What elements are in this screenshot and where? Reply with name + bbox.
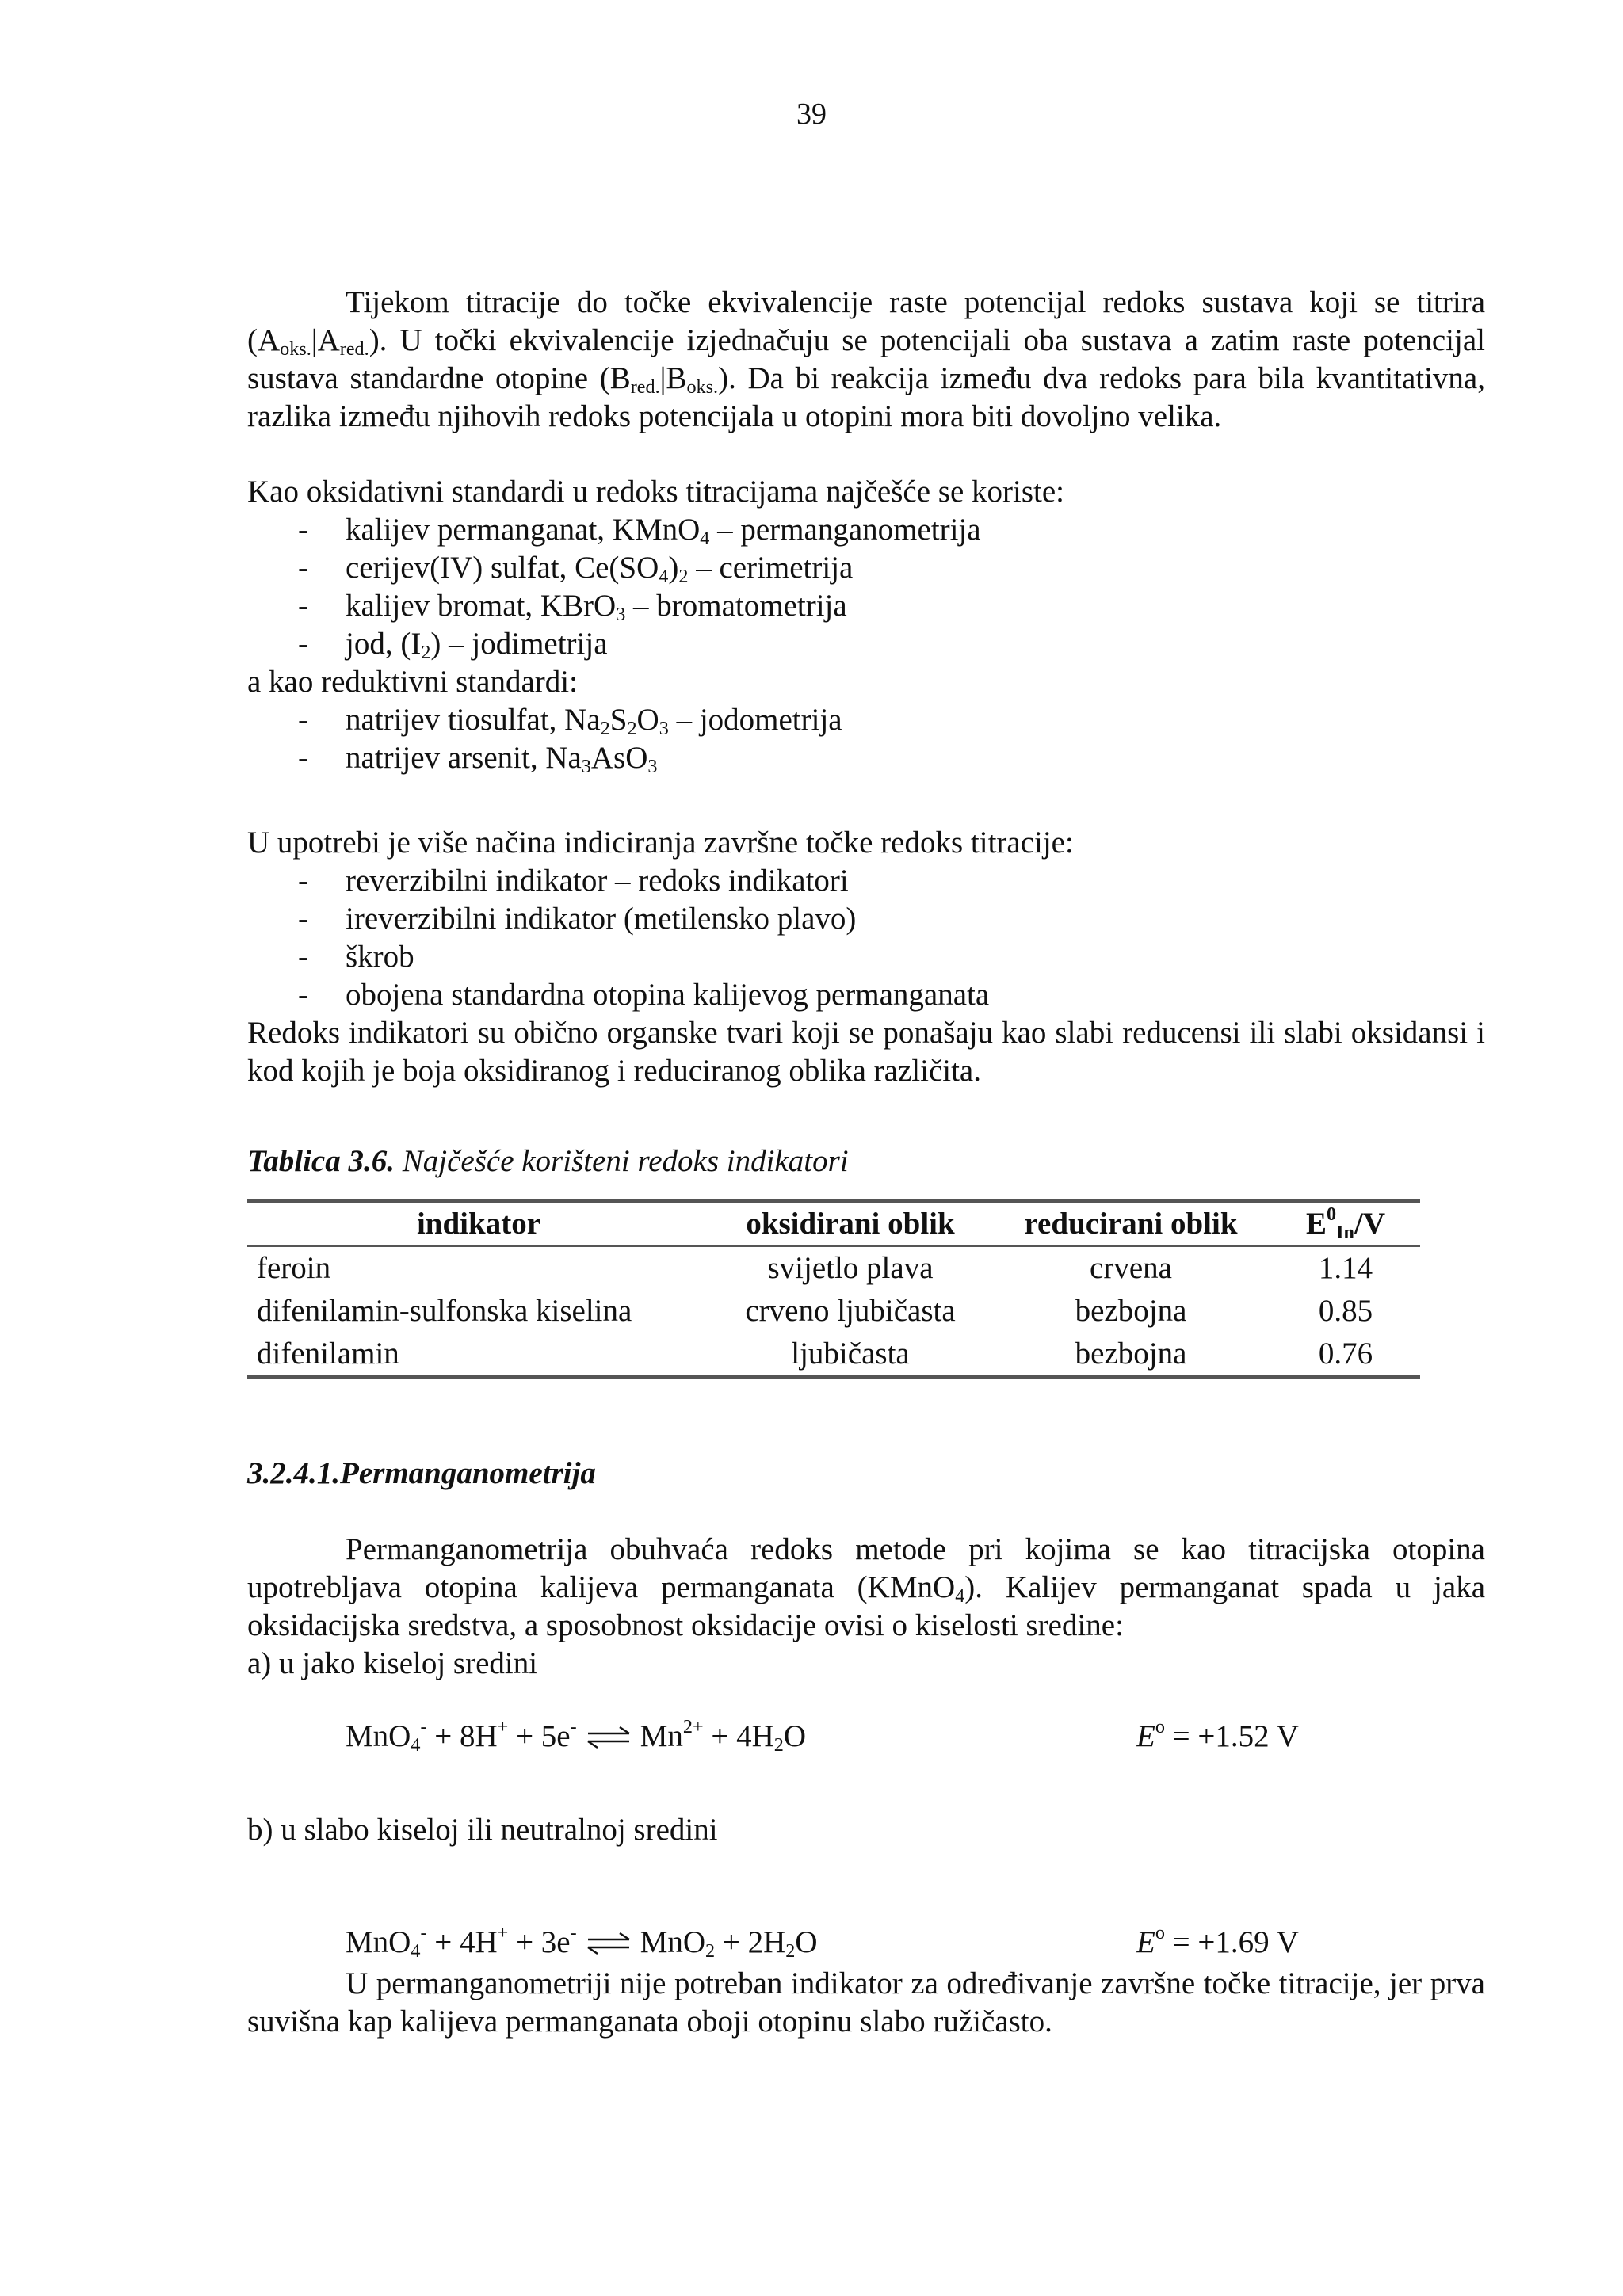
list-item: - škrob <box>247 938 1485 976</box>
header-reduced: reducirani oblik <box>1024 1207 1238 1241</box>
oxidative-list <box>247 511 1485 663</box>
table-row: difenilamin ljubičasta bezbojna 0.76 <box>247 1333 1420 1377</box>
list-item: - reverzibilni indikator – redoks indikatori <box>247 862 1485 900</box>
list-item: - cerijev(IV) sulfat, $Ce(SO_4)_2$ – cerimetrija <box>247 549 1485 587</box>
equilibrium-arrow-icon <box>585 1932 632 1955</box>
table-caption: Tablica 3.6. Najčešće korišteni redoks indikatori <box>247 1144 849 1178</box>
case-b-label: b) u slabo kiseloj ili neutralnoj sredini <box>247 1813 718 1847</box>
list-item: - obojena standardna otopina kalijevog permanganata <box>247 976 1485 1014</box>
indication-list <box>247 862 1485 1014</box>
list-item: - natrijev arsenit, $Na_3AsO_3$ <box>247 739 1485 777</box>
final-paragraph: U permanganometriji nije potreban indikator za određivanje završne točke titracije, jer prva suvišna kap kalijeva permanganata oboji otopinu slabo ružičasto. <box>247 1966 1485 2039</box>
header-potential: $E^0_{In}/V$ <box>1306 1203 1385 1244</box>
equation-acidic: MnO$_4$- + 8H+ + 5e- $Mn^{2+} + 4H_2O$ $E^o = +1.52$ V <box>346 1716 1299 1756</box>
table-row: difenilamin-sulfonska kiselina crveno ljubičasta bezbojna 0.85 <box>257 1294 1373 1328</box>
header-oxidized: oksidirani oblik <box>746 1207 955 1241</box>
indication-section <box>247 824 1485 1090</box>
intro-paragraph: Tijekom titracije do točke ekvivalencije raste potencijal redoks sustava koji se titrira $(A_{oks.}|A_{red.})$. U točki ekvivalencije izjednačuju se potencijali oba sustava a zatim raste potencijal sustava standardne otopine $(B_{red.}|B_{oks.})$. Da bi reakcija između dva redoks para bila kvantitativna, razlika između njihovih redoks potencijala u otopini mora biti dovoljno velika. <box>247 285 1485 433</box>
table-header-row <box>247 1201 1420 1246</box>
oxidative-intro: Kao oksidativni standardi u redoks titracijama najčešće se koriste: <box>247 475 1065 509</box>
equation-neutral: MnO$_4$- + 4H+ + 3e- $MnO_2 + 2H_2O$ $E^o = +1.69$ V <box>346 1922 1299 1962</box>
indicator-table-wrap <box>247 1199 1485 1379</box>
potential-acidic: $E^o = +1.52$ V <box>1136 1716 1299 1753</box>
reductive-list <box>247 701 1485 777</box>
case-a-label: a) u jako kiseloj sredini <box>247 1646 538 1680</box>
table-row: feroin svijetlo plava crvena 1.14 <box>257 1251 1373 1285</box>
list-item: - jod, $(I_2)$ – jodimetrija <box>247 625 1485 663</box>
potential-neutral: $E^o = +1.69$ V <box>1136 1922 1299 1959</box>
permanganometry-paragraph: Permanganometrija obuhvaća redoks metode pri kojima se kao titracijska otopina upotrebljava otopina kalijeva permanganata (KMnO$_4$). Kalijev permanganat spada u jaka oksidacijska sredstva, a sposobnost oksidacije ovisi o kiselosti sredine: a) u jako kiseloj sredini <box>247 1531 1485 1683</box>
list-item: - natrijev tiosulfat, $Na_2S_2O_3$ – jodometrija <box>247 701 1485 739</box>
list-item: - kalijev bromat, KBrO$_3$ – bromatometrija <box>247 587 1485 625</box>
indication-intro: U upotrebi je više načina indiciranja završne točke redoks titracije: <box>247 826 1074 860</box>
indicator-table <box>247 1199 1420 1379</box>
indication-outro: Redoks indikatori su obično organske tvari koji se ponašaju kao slabi reducensi ili slabi oksidansi i kod kojih je boja oksidiranog i reduciranog oblika različita. <box>247 1016 1485 1088</box>
header-indicator: indikator <box>416 1207 541 1241</box>
section-heading: 3.2.4.1.Permanganometrija <box>247 1456 596 1490</box>
equilibrium-arrow-icon <box>585 1726 632 1749</box>
list-item: - ireverzibilni indikator (metilensko plavo) <box>247 900 1485 938</box>
page-number: 39 <box>796 97 827 131</box>
standards-section <box>247 473 1485 777</box>
reductive-intro: a kao reduktivni standardi: <box>247 665 578 699</box>
list-item: - kalijev permanganat, KMnO$_4$ – permanganometrija <box>247 511 1485 549</box>
